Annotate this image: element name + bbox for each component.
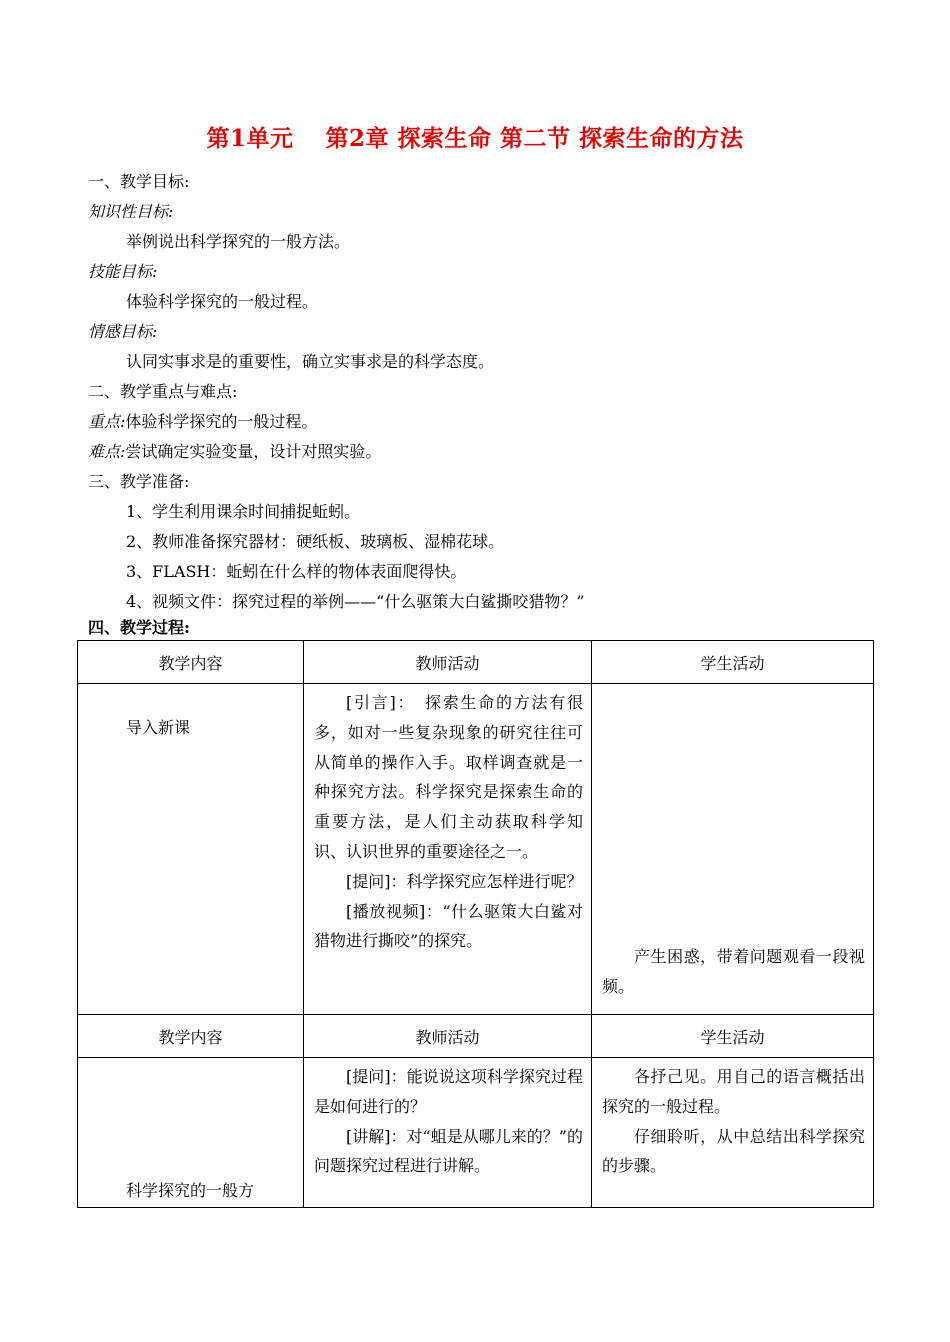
page-title: 第1单元 第2章 探索生命 第二节 探索生命的方法 (206, 125, 744, 152)
teacher-paragraph: [提问]：科学探究应怎样进行呢？ (346, 871, 583, 891)
teaching-process-table (77, 640, 874, 1208)
preparation-item: 2、教师准备探究器材：硬纸板、玻璃板、湿棉花球。 (126, 532, 505, 551)
teacher-cell (304, 684, 592, 1015)
column-header-teacher: 教师活动 (304, 1015, 592, 1058)
table-header-row (78, 1015, 874, 1058)
content-cell (78, 1058, 304, 1208)
difficult-point-label: 难点: (88, 442, 126, 461)
difficult-point-line (88, 442, 381, 462)
objectives-heading: 一、教学目标: (88, 172, 190, 191)
student-paragraph: 产生困惑，带着问题观看一段视频。 (602, 947, 865, 996)
key-points-heading: 二、教学重点与难点: (88, 382, 238, 401)
student-paragraph: 仔细聆听，从中总结出科学探究的步骤。 (602, 1126, 865, 1176)
student-cell (592, 1058, 874, 1208)
teacher-cell (304, 1058, 592, 1208)
content-text: 导入新课 (126, 718, 191, 737)
teacher-paragraph: [播放视频]：“什么驱策大白鲨对猎物进行撕咬”的探究。 (314, 901, 583, 951)
teacher-paragraph: [提问]：能说说这项科学探究过程是如何进行的？ (314, 1067, 583, 1116)
difficult-point-text: 尝试确定实验变量，设计对照实验。 (125, 442, 382, 461)
skill-goal-label: 技能目标: (88, 262, 158, 281)
column-header-teacher: 教师活动 (304, 641, 592, 684)
content-cell (78, 684, 304, 1015)
process-heading: 四、教学过程: (88, 618, 190, 637)
column-header-student: 学生活动 (592, 1015, 874, 1058)
emotion-goal-text: 认同实事求是的重要性，确立实事求是的科学态度。 (126, 352, 495, 371)
teacher-paragraph: [引言]： 探索生命的方法有很多，如对一些复杂现象的研究往往可从简单的操作入手。取样调查就是一种探究方法。科学探究是探索生命的重要方法，是人们主动获取科学知识、认识世界的重要途径之一。 (314, 693, 583, 861)
student-paragraph: 各抒己见。用自己的语言概括出探究的一般过程。 (602, 1067, 865, 1116)
knowledge-goal-text: 举例说出科学探究的一般方法。 (126, 232, 351, 251)
column-header-student: 学生活动 (592, 641, 874, 684)
emotion-goal-label: 情感目标: (88, 322, 158, 341)
content-text: 科学探究的一般方 (126, 1181, 255, 1200)
student-cell (592, 684, 874, 1015)
column-header-content: 教学内容 (78, 641, 304, 684)
key-point-line (88, 412, 317, 432)
preparation-heading: 三、教学准备: (88, 472, 190, 491)
knowledge-goal-label: 知识性目标: (88, 202, 174, 221)
preparation-item: 3、FLASH：蚯蚓在什么样的物体表面爬得快。 (126, 562, 467, 581)
teacher-paragraph: [讲解]：对“蛆是从哪儿来的？”的问题探究过程进行讲解。 (314, 1126, 583, 1176)
skill-goal-text: 体验科学探究的一般过程。 (126, 292, 319, 311)
column-header-content: 教学内容 (78, 1015, 304, 1058)
preparation-item: 4、视频文件：探究过程的举例——“什么驱策大白鲨撕咬猎物？” (126, 592, 585, 611)
preparation-item: 1、学生利用课余时间捕捉蚯蚓。 (126, 502, 361, 521)
table-row (78, 1058, 874, 1208)
key-point-label: 重点: (88, 412, 126, 431)
table-row (78, 684, 874, 1015)
table-header-row (78, 641, 874, 684)
key-point-text: 体验科学探究的一般过程。 (125, 412, 318, 431)
